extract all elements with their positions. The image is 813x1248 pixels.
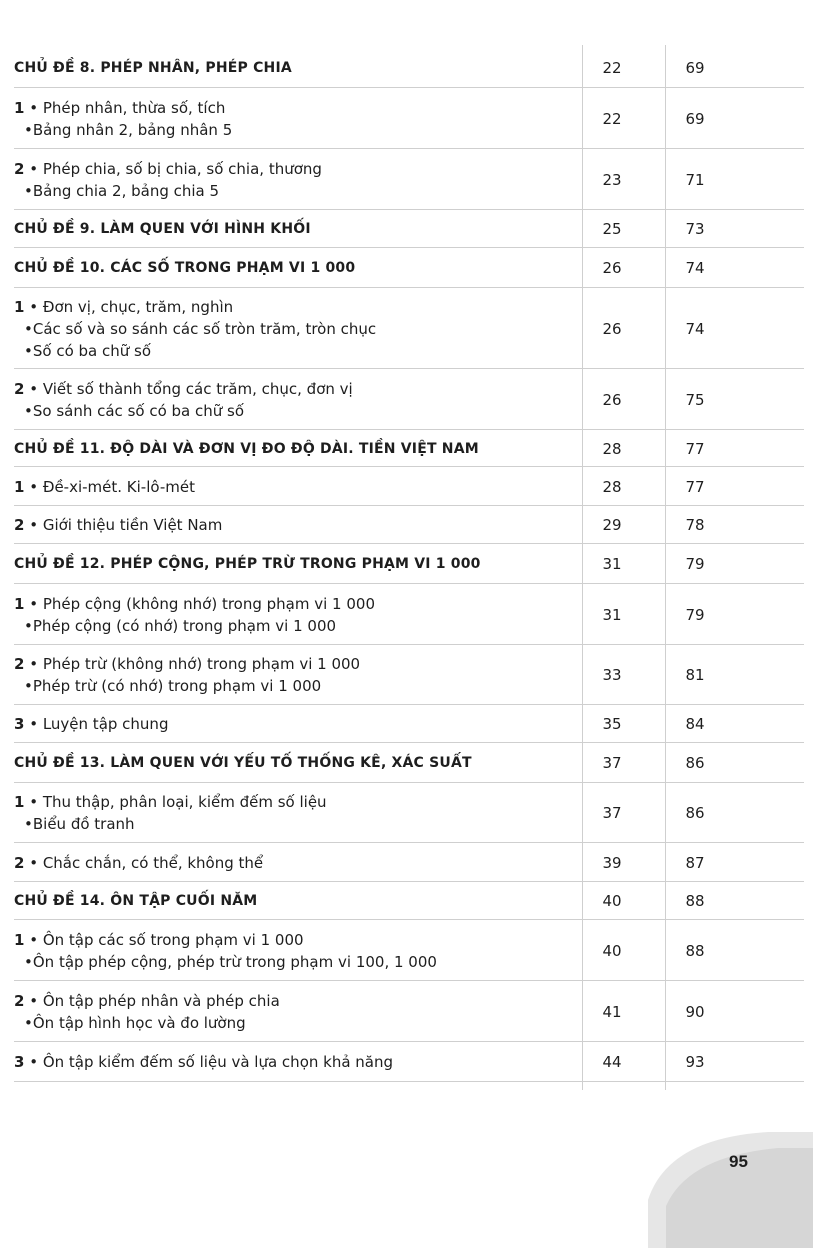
lesson-number: 1 [14,478,25,496]
lesson-line: 2 • Giới thiệu tiền Việt Nam [14,516,223,534]
lesson-number: 1 [14,298,25,316]
chapter-row [14,743,804,783]
lesson-title: Phép chia, số bị chia, số chia, thương [42,160,322,178]
page-ref-b: 84 [685,715,705,733]
page-ref-b: 87 [685,853,705,872]
page-ref-a: 31 [602,605,622,624]
lesson-number: 2 [14,160,25,178]
lesson-line: 1 • Ôn tập các số trong phạm vi 1 000 [14,931,304,949]
lesson-title: Đề-xi-mét. Ki-lô-mét [42,478,195,496]
entry-lines [14,929,437,973]
page-ref-b: 75 [685,390,705,409]
page-ref-b: 79 [685,555,705,573]
lesson-title: Đơn vị, chục, trăm, nghìn [42,298,234,316]
lesson-row [14,584,804,645]
page-ref-a: 35 [602,715,622,733]
entry-lines [14,713,168,735]
page-ref-a: 39 [602,853,622,872]
lesson-line: •Ôn tập phép cộng, phép trừ trong phạm vi 100, 1 000 [24,953,437,971]
page-ref-b: 78 [685,516,705,534]
lesson-line: •Ôn tập hình học và đo lường [24,1014,246,1032]
lesson-line: •Phép trừ (có nhớ) trong phạm vi 1 000 [24,677,322,695]
page-ref-b: 69 [685,109,705,128]
lesson-title: Giới thiệu tiền Việt Nam [42,516,223,534]
page-ref-b: 79 [685,605,705,624]
lesson-number: 1 [14,595,25,613]
lesson-title: Phép cộng (có nhớ) trong phạm vi 1 000 [32,617,337,635]
entry-lines [14,158,322,202]
lesson-line: 1 • Phép nhân, thừa số, tích [14,99,226,117]
lesson-title: Ôn tập hình học và đo lường [32,1014,246,1032]
entry-lines [14,852,263,874]
page-ref-b: 81 [685,666,705,684]
page-ref-a: 40 [602,892,622,910]
chapter-row [14,544,804,584]
lesson-line: 1 • Đơn vị, chục, trăm, nghìn [14,298,234,316]
chapter-title: CHỦ ĐỀ 9. LÀM QUEN VỚI HÌNH KHỐI [14,221,311,237]
page-ref-b: 71 [685,170,705,189]
chapter-row [14,430,804,467]
lesson-title: Bảng nhân 2, bảng nhân 5 [32,121,233,139]
lesson-row [14,88,804,149]
lesson-line: 3 • Luyện tập chung [14,715,169,733]
entry-lines [14,438,479,460]
page-ref-a: 37 [602,754,622,772]
lesson-title: So sánh các số có ba chữ số [32,402,245,420]
lesson-number: 2 [14,380,25,398]
lesson-line: •So sánh các số có ba chữ số [24,402,245,420]
page-ref-b: 93 [685,1053,705,1071]
lesson-title: Phép trừ (không nhớ) trong phạm vi 1 000 [42,655,361,673]
lesson-row [14,920,804,981]
page-ref-b: 90 [685,1002,705,1021]
lesson-line: 1 • Thu thập, phân loại, kiểm đếm số liệu [14,793,327,811]
entry-lines [14,990,280,1034]
chapter-title: CHỦ ĐỀ 11. ĐỘ DÀI VÀ ĐƠN VỊ ĐO ĐỘ DÀI. TIỀN VIỆT NAM [14,441,479,457]
lesson-line: 2 • Ôn tập phép nhân và phép chia [14,992,280,1010]
lesson-number: 2 [14,516,25,534]
lesson-title: Thu thập, phân loại, kiểm đếm số liệu [42,793,327,811]
entry-lines [14,553,481,575]
entry-lines [14,296,376,362]
lesson-title: Chắc chắn, có thể, không thể [42,854,264,872]
entry-lines [14,593,375,637]
entry-lines [14,257,355,279]
lesson-number: 2 [14,992,25,1010]
lesson-line: 1 • Đề-xi-mét. Ki-lô-mét [14,478,195,496]
lesson-line: •Phép cộng (có nhớ) trong phạm vi 1 000 [24,617,337,635]
page-ref-b: 74 [685,319,705,338]
entry-lines [14,752,472,774]
lesson-line: 2 • Phép trừ (không nhớ) trong phạm vi 1 000 [14,655,361,673]
entry-lines [14,791,327,835]
chapter-row [14,248,804,288]
page-ref-b: 77 [685,477,705,496]
page-ref-b: 69 [685,59,705,77]
lesson-line: •Các số và so sánh các số tròn trăm, tròn chục [24,320,377,338]
lesson-line: 3 • Ôn tập kiểm đếm số liệu và lựa chọn khả năng [14,1053,394,1071]
entry-lines [14,97,232,141]
lesson-title: Ôn tập phép cộng, phép trừ trong phạm vi 100, 1 000 [32,953,437,971]
page-ref-a: 40 [602,941,622,960]
page-ref-a: 26 [602,259,622,277]
lesson-row [14,981,804,1042]
lesson-row [14,843,804,882]
page-ref-b: 73 [685,220,705,238]
lesson-title: Bảng chia 2, bảng chia 5 [32,182,220,200]
chapter-title: CHỦ ĐỀ 13. LÀM QUEN VỚI YẾU TỐ THỐNG KÊ, XÁC SUẤT [14,755,472,771]
entry-lines [14,378,353,422]
page-ref-a: 22 [602,109,622,128]
lesson-number: 2 [14,854,25,872]
lesson-row [14,149,804,210]
chapter-row [14,882,804,920]
lesson-row [14,1042,804,1082]
lesson-number: 1 [14,793,25,811]
page-ref-b: 88 [685,892,705,910]
lesson-line: •Số có ba chữ số [24,342,152,360]
lesson-title: Số có ba chữ số [32,342,152,360]
page-number: 95 [729,1152,748,1171]
page-ref-a: 26 [602,390,622,409]
lesson-row [14,645,804,705]
lesson-title: Ôn tập kiểm đếm số liệu và lựa chọn khả năng [42,1053,394,1071]
entry-lines [14,514,222,536]
lesson-line: 1 • Phép cộng (không nhớ) trong phạm vi 1 000 [14,595,375,613]
lesson-row [14,506,804,544]
chapter-title: CHỦ ĐỀ 14. ÔN TẬP CUỐI NĂM [14,893,258,909]
lesson-row [14,369,804,430]
chapter-row [14,48,804,88]
lesson-title: Phép cộng (không nhớ) trong phạm vi 1 000 [42,595,375,613]
lesson-row [14,288,804,369]
page-ref-a: 22 [602,59,622,77]
page-ref-b: 88 [685,941,705,960]
footer-decoration [648,1128,813,1248]
chapter-row [14,210,804,248]
lesson-number: 3 [14,715,25,733]
lesson-row [14,705,804,743]
page-ref-a: 29 [602,516,622,534]
lesson-title: Phép trừ (có nhớ) trong phạm vi 1 000 [32,677,322,695]
page-ref-a: 25 [602,220,622,238]
entry-lines [14,57,292,79]
lesson-title: Biểu đồ tranh [32,815,135,833]
lesson-title: Ôn tập các số trong phạm vi 1 000 [42,931,304,949]
row-divider [14,1081,804,1082]
page-ref-a: 28 [602,477,622,496]
page-ref-b: 86 [685,804,705,822]
page-ref-b: 86 [685,754,705,772]
page-ref-b: 77 [685,439,705,458]
page-ref-a: 28 [602,439,622,458]
lesson-number: 1 [14,931,25,949]
entry-lines [14,218,311,240]
lesson-line: •Bảng nhân 2, bảng nhân 5 [24,121,233,139]
page-ref-b: 74 [685,259,705,277]
lesson-title: Viết số thành tổng các trăm, chục, đơn vị [42,380,353,398]
page-ref-a: 37 [602,804,622,822]
lesson-row [14,467,804,506]
chapter-title: CHỦ ĐỀ 8. PHÉP NHÂN, PHÉP CHIA [14,60,292,76]
page-ref-a: 26 [602,319,622,338]
lesson-line: •Biểu đồ tranh [24,815,135,833]
lesson-title: Ôn tập phép nhân và phép chia [42,992,280,1010]
entry-lines [14,476,195,498]
lesson-line: 2 • Chắc chắn, có thể, không thể [14,854,264,872]
lesson-number: 1 [14,99,25,117]
chapter-title: CHỦ ĐỀ 12. PHÉP CỘNG, PHÉP TRỪ TRONG PHẠM VI 1 000 [14,556,481,572]
lesson-line: 2 • Viết số thành tổng các trăm, chục, đơn vị [14,380,353,398]
lesson-title: Các số và so sánh các số tròn trăm, tròn chục [32,320,377,338]
page-ref-a: 31 [602,555,622,573]
lesson-number: 2 [14,655,25,673]
lesson-row [14,783,804,843]
page-ref-a: 23 [602,170,622,189]
lesson-title: Phép nhân, thừa số, tích [42,99,226,117]
lesson-title: Luyện tập chung [42,715,169,733]
page-ref-a: 41 [602,1002,622,1021]
lesson-number: 3 [14,1053,25,1071]
entry-lines [14,1051,393,1073]
page-ref-a: 33 [602,666,622,684]
entry-lines [14,653,360,697]
lesson-line: •Bảng chia 2, bảng chia 5 [24,182,220,200]
chapter-title: CHỦ ĐỀ 10. CÁC SỐ TRONG PHẠM VI 1 000 [14,260,356,276]
page-ref-a: 44 [602,1053,622,1071]
lesson-line: 2 • Phép chia, số bị chia, số chia, thương [14,160,322,178]
entry-lines [14,890,257,912]
